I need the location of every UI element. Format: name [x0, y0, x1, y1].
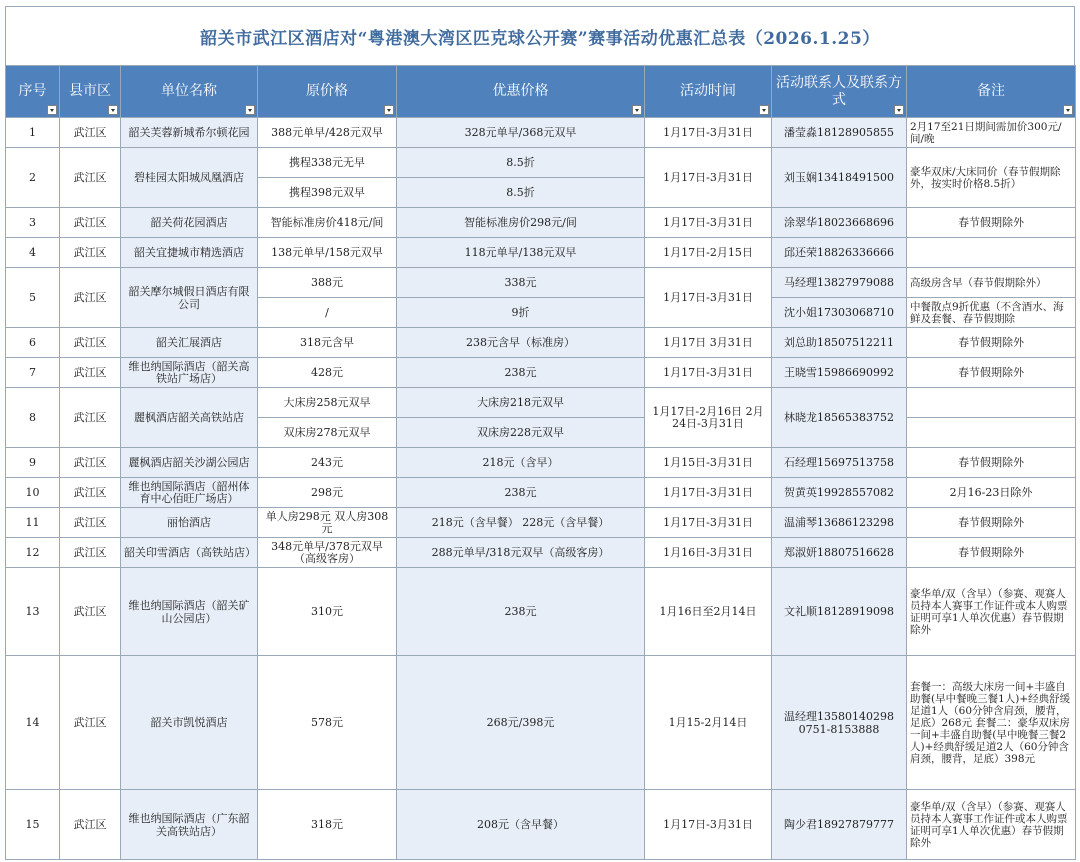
cell-contact[interactable]: 石经理15697513758	[772, 448, 907, 478]
cell-orig[interactable]: 智能标准房价418元/间	[258, 208, 397, 238]
cell-disc[interactable]: 218元（含早餐） 228元（含早餐）	[397, 508, 645, 538]
cell-time[interactable]: 1月16日-3月31日	[645, 538, 772, 568]
header-note: 备注	[907, 66, 1076, 118]
cell-orig[interactable]: 单人房298元 双人房308元	[258, 508, 397, 538]
cell-no[interactable]: 1	[6, 118, 60, 148]
table-row	[6, 238, 1076, 268]
cell-disc[interactable]: 118元单早/138元双早	[397, 238, 645, 268]
header-contact: 活动联系人及联系方式	[772, 66, 907, 118]
filter-dropdown-icon[interactable]	[108, 105, 118, 115]
cell-contact[interactable]: 陶少君18927879777	[772, 790, 907, 860]
cell-name[interactable]: 韶关汇展酒店	[121, 328, 258, 358]
cell-note[interactable]: 豪华单/双（含早）（参赛、观赛人员持本人赛事工作证件或本人购票证明可享1人单次优惠）春节假期除外	[907, 790, 1076, 860]
cell-no[interactable]: 14	[6, 656, 60, 790]
cell-time[interactable]: 1月17日-3月31日	[645, 508, 772, 538]
cell-name[interactable]: 韶关芙蓉新城希尔顿花园	[121, 118, 258, 148]
cell-orig[interactable]: 428元	[258, 358, 397, 388]
cell-note[interactable]: 春节假期除外	[907, 328, 1076, 358]
cell-name[interactable]: 韶关宜捷城市精选酒店	[121, 238, 258, 268]
cell-time[interactable]: 1月17日-3月31日	[645, 358, 772, 388]
cell-no[interactable]: 4	[6, 238, 60, 268]
table-row	[6, 448, 1076, 478]
cell-contact[interactable]: 文礼顺18128919098	[772, 568, 907, 656]
cell-orig[interactable]: 388元	[258, 268, 397, 298]
cell-disc[interactable]: 338元	[397, 268, 645, 298]
table-row	[6, 208, 1076, 238]
table-row	[6, 508, 1076, 538]
cell-orig[interactable]: 双床房278元双早	[258, 418, 397, 448]
cell-name[interactable]: 维也纳国际酒店（韶关矿山公园店）	[121, 568, 258, 656]
cell-district[interactable]: 武江区	[60, 238, 121, 268]
cell-disc[interactable]: 218元（含早）	[397, 448, 645, 478]
cell-disc[interactable]: 9折	[397, 298, 645, 328]
cell-orig[interactable]: 578元	[258, 656, 397, 790]
table-row	[6, 656, 1076, 790]
filter-dropdown-icon[interactable]	[47, 105, 57, 115]
cell-district[interactable]: 武江区	[60, 148, 121, 208]
cell-no[interactable]: 5	[6, 268, 60, 328]
cell-orig[interactable]: 243元	[258, 448, 397, 478]
header-district: 县市区	[60, 66, 121, 118]
cell-contact[interactable]: 沈小姐17303068710	[772, 298, 907, 328]
cell-contact[interactable]: 王晓雪15986690992	[772, 358, 907, 388]
cell-district[interactable]: 武江区	[60, 358, 121, 388]
cell-note[interactable]	[907, 418, 1076, 448]
cell-disc[interactable]: 238元	[397, 478, 645, 508]
cell-district[interactable]: 武江区	[60, 268, 121, 328]
cell-note[interactable]: 中餐散点9折优惠（不含酒水、海鲜及套餐、春节假期除	[907, 298, 1076, 328]
cell-contact[interactable]: 郑淑妍18807516628	[772, 538, 907, 568]
cell-orig[interactable]: 310元	[258, 568, 397, 656]
cell-disc[interactable]: 208元（含早餐）	[397, 790, 645, 860]
table-row	[6, 148, 1076, 178]
cell-contact[interactable]: 邱还荣18826336666	[772, 238, 907, 268]
cell-name[interactable]: 麗枫酒店韶关沙湖公园店	[121, 448, 258, 478]
header-time: 活动时间	[645, 66, 772, 118]
cell-no[interactable]: 10	[6, 478, 60, 508]
cell-district[interactable]: 武江区	[60, 208, 121, 238]
cell-disc[interactable]: 238元	[397, 568, 645, 656]
sheet-title: 韶关市武江区酒店对“粤港澳大湾区匹克球公开赛”赛事活动优惠汇总表（2026.1.25）	[5, 6, 1075, 65]
discount-table	[5, 65, 1076, 860]
cell-note[interactable]: 豪华双床/大床同价（春节假期除外，按实时价格8.5折）	[907, 148, 1076, 208]
table-row	[6, 388, 1076, 418]
cell-disc[interactable]: 268元/398元	[397, 656, 645, 790]
cell-district[interactable]: 武江区	[60, 118, 121, 148]
cell-name[interactable]: 丽怡酒店	[121, 508, 258, 538]
cell-contact[interactable]: 温浦琴13686123298	[772, 508, 907, 538]
cell-orig[interactable]: 大床房258元双早	[258, 388, 397, 418]
cell-note[interactable]: 套餐一：高级大床房一间+丰盛自助餐(早中餐晚三餐1人)+经典舒缓足道1人（60分钟含肩颈，腰背，足底）268元 套餐二：豪华双床房一间+丰盛自助餐(早中晚餐三餐2人)+经典舒缓足道2人（60分钟含肩颈，腰背，足底）398元	[907, 656, 1076, 790]
cell-contact[interactable]: 刘总助18507512211	[772, 328, 907, 358]
cell-note[interactable]: 春节假期除外	[907, 208, 1076, 238]
cell-time[interactable]: 1月17日-3月31日	[645, 790, 772, 860]
header-no: 序号	[6, 66, 60, 118]
cell-contact[interactable]: 潘莹淼18128905855	[772, 118, 907, 148]
cell-no[interactable]: 13	[6, 568, 60, 656]
cell-time[interactable]: 1月15-2月14日	[645, 656, 772, 790]
cell-contact[interactable]: 温经理13580140298 0751-8153888	[772, 656, 907, 790]
cell-note[interactable]: 春节假期除外	[907, 508, 1076, 538]
table-row	[6, 328, 1076, 358]
cell-disc[interactable]: 238元	[397, 358, 645, 388]
cell-no[interactable]: 11	[6, 508, 60, 538]
cell-no[interactable]: 7	[6, 358, 60, 388]
cell-note[interactable]: 2月16-23日除外	[907, 478, 1076, 508]
cell-time[interactable]: 1月17日-2月16日 2月24日-3月31日	[645, 388, 772, 448]
cell-district[interactable]: 武江区	[60, 448, 121, 478]
cell-note[interactable]	[907, 388, 1076, 418]
header-name: 单位名称	[121, 66, 258, 118]
cell-district[interactable]: 武江区	[60, 388, 121, 448]
cell-no[interactable]: 9	[6, 448, 60, 478]
cell-time[interactable]: 1月17日-3月31日	[645, 148, 772, 208]
cell-disc[interactable]: 328元单早/368元双早	[397, 118, 645, 148]
table-row	[6, 478, 1076, 508]
cell-disc[interactable]: 双床房228元双早	[397, 418, 645, 448]
cell-orig[interactable]: 388元单早/428元双早	[258, 118, 397, 148]
cell-name[interactable]: 维也纳国际酒店（广东韶关高铁站店）	[121, 790, 258, 860]
cell-orig[interactable]: 318元含早	[258, 328, 397, 358]
cell-name[interactable]: 韶关市凯悦酒店	[121, 656, 258, 790]
cell-no[interactable]: 3	[6, 208, 60, 238]
filter-dropdown-icon[interactable]	[1063, 105, 1073, 115]
cell-no[interactable]: 12	[6, 538, 60, 568]
cell-name[interactable]: 韶关印雪酒店（高铁站店）	[121, 538, 258, 568]
filter-dropdown-icon[interactable]	[759, 105, 769, 115]
cell-no[interactable]: 6	[6, 328, 60, 358]
cell-name[interactable]: 麗枫酒店韶关高铁站店	[121, 388, 258, 448]
cell-district[interactable]: 武江区	[60, 508, 121, 538]
cell-orig[interactable]: 298元	[258, 478, 397, 508]
cell-district[interactable]: 武江区	[60, 790, 121, 860]
cell-orig[interactable]: 携程338元无早	[258, 148, 397, 178]
filter-dropdown-icon[interactable]	[894, 105, 904, 115]
cell-orig[interactable]: /	[258, 298, 397, 328]
cell-time[interactable]: 1月17日-3月31日	[645, 118, 772, 148]
cell-orig[interactable]: 348元单早/378元双早（高级客房）	[258, 538, 397, 568]
cell-disc[interactable]: 8.5折	[397, 178, 645, 208]
cell-district[interactable]: 武江区	[60, 538, 121, 568]
cell-name[interactable]: 韶关荷花园酒店	[121, 208, 258, 238]
cell-name[interactable]: 维也纳国际酒店（韶关高铁站广场店）	[121, 358, 258, 388]
cell-disc[interactable]: 8.5折	[397, 148, 645, 178]
cell-note[interactable]: 2月17至21日期间需加价300元/间/晚	[907, 118, 1076, 148]
header-discount-price: 优惠价格	[397, 66, 645, 118]
filter-dropdown-icon[interactable]	[245, 105, 255, 115]
cell-disc[interactable]: 大床房218元双早	[397, 388, 645, 418]
cell-time[interactable]: 1月17日-3月31日	[645, 268, 772, 328]
cell-district[interactable]: 武江区	[60, 568, 121, 656]
cell-time[interactable]: 1月17日-3月31日	[645, 478, 772, 508]
cell-orig[interactable]: 318元	[258, 790, 397, 860]
cell-time[interactable]: 1月17日-3月31日	[645, 208, 772, 238]
cell-disc[interactable]: 288元单早/318元双早（高级客房）	[397, 538, 645, 568]
cell-contact[interactable]: 刘玉娴13418491500	[772, 148, 907, 208]
cell-disc[interactable]: 238元含早（标准房）	[397, 328, 645, 358]
table-row	[6, 268, 1076, 298]
cell-name[interactable]: 韶关摩尔城假日酒店有限公司	[121, 268, 258, 328]
cell-no[interactable]: 2	[6, 148, 60, 208]
header-row	[6, 66, 1076, 118]
cell-district[interactable]: 武江区	[60, 478, 121, 508]
cell-name[interactable]: 维也纳国际酒店（韶州体育中心佰旺广场店）	[121, 478, 258, 508]
cell-contact[interactable]: 马经理13827979088	[772, 268, 907, 298]
cell-note[interactable]: 春节假期除外	[907, 538, 1076, 568]
cell-no[interactable]: 8	[6, 388, 60, 448]
cell-district[interactable]: 武江区	[60, 328, 121, 358]
table-row	[6, 118, 1076, 148]
cell-note[interactable]: 豪华单/双（含早）（参赛、观赛人员持本人赛事工作证件或本人购票证明可享1人单次优惠）春节假期除外	[907, 568, 1076, 656]
cell-orig[interactable]: 138元单早/158元双早	[258, 238, 397, 268]
cell-contact[interactable]: 涂翠华18023668696	[772, 208, 907, 238]
cell-orig[interactable]: 携程398元双早	[258, 178, 397, 208]
cell-no[interactable]: 15	[6, 790, 60, 860]
table-row	[6, 358, 1076, 388]
cell-time[interactable]: 1月17日 3月31日	[645, 328, 772, 358]
table-row	[6, 538, 1076, 568]
cell-disc[interactable]: 智能标准房价298元/间	[397, 208, 645, 238]
header-original-price: 原价格	[258, 66, 397, 118]
cell-contact[interactable]: 贺黄英19928557082	[772, 478, 907, 508]
cell-district[interactable]: 武江区	[60, 656, 121, 790]
cell-contact[interactable]: 林晓龙18565383752	[772, 388, 907, 448]
filter-dropdown-icon[interactable]	[632, 105, 642, 115]
cell-name[interactable]: 碧桂园太阳城凤凰酒店	[121, 148, 258, 208]
cell-note[interactable]: 春节假期除外	[907, 358, 1076, 388]
filter-dropdown-icon[interactable]	[384, 105, 394, 115]
cell-note[interactable]: 高级房含早（春节假期除外）	[907, 268, 1076, 298]
cell-note[interactable]: 春节假期除外	[907, 448, 1076, 478]
spreadsheet	[5, 6, 1075, 860]
cell-time[interactable]: 1月17日-2月15日	[645, 238, 772, 268]
cell-time[interactable]: 1月16日至2月14日	[645, 568, 772, 656]
table-row	[6, 790, 1076, 860]
cell-time[interactable]: 1月15日-3月31日	[645, 448, 772, 478]
cell-note[interactable]	[907, 238, 1076, 268]
table-row	[6, 568, 1076, 656]
